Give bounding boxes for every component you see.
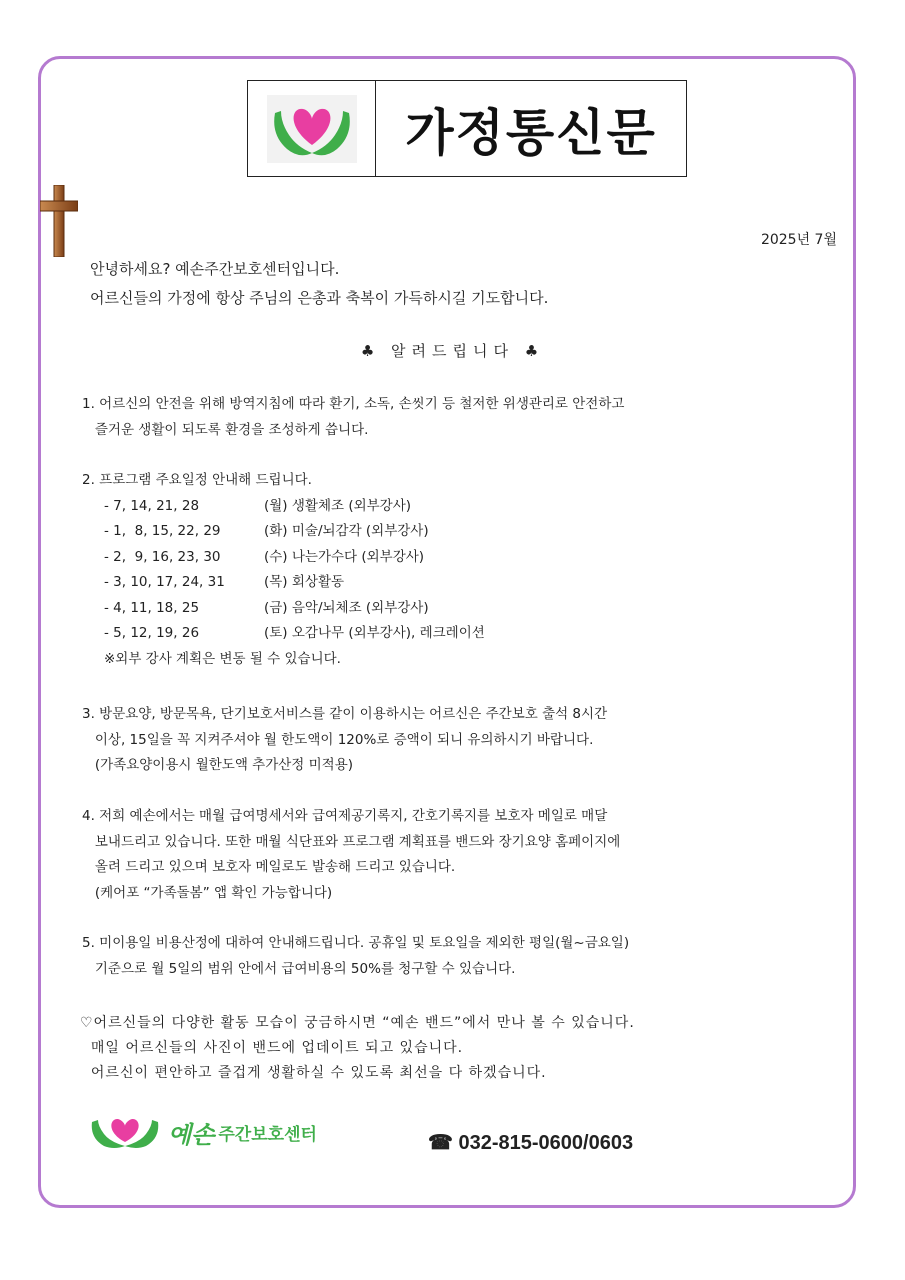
- date: 2025년 7월: [760, 232, 837, 248]
- schedule-row: - 3, 10, 17, 24, 31 (목) 회상활동: [104, 574, 345, 590]
- schedule-note: ※외부 강사 계획은 변동 될 수 있습니다.: [104, 650, 341, 667]
- schedule-row: - 5, 12, 19, 26 (토) 오감나무 (외부강사), 레크레이션: [104, 625, 485, 641]
- closing-note: ♡어르신들의 다양한 활동 모습이 궁금하시면 “예손 밴드”에서 만나 볼 수 있습니다. 매일 어르신들의 사진이 밴드에 업데이트 되고 있습니다. 어르신이 편안하고 즐겁게 생활하실 수 있도록 최선을 다 하겠습니다.: [80, 1015, 635, 1081]
- heart-hands-icon: [90, 1116, 160, 1150]
- phone-number: ☎ 032-815-0600/0603: [428, 1132, 634, 1154]
- brand-subtitle: 주간보호센터: [218, 1125, 317, 1145]
- schedule-row: - 1, 8, 15, 22, 29 (화) 미술/뇌감각 (외부강사): [104, 523, 429, 539]
- schedule-row: - 4, 11, 18, 25 (금) 음악/뇌체조 (외부강사): [104, 599, 429, 616]
- greeting-line-2: 어르신들의 가정에 항상 주님의 은총과 축복이 가득하시길 기도합니다.: [90, 289, 549, 307]
- heart-hands-logo: [248, 81, 376, 176]
- header-box: [247, 80, 687, 177]
- notice-item-3: 3. 방문요양, 방문목욕, 단기보호서비스를 같이 이용하시는 어르신은 주간보호 출석 8시간 이상, 15일을 꼭 지켜주셔야 월 한도액이 120%로 증액이 되니 유의하시기 바랍니다. (가족요양이용시 월한도액 추가산정 미적용): [82, 706, 608, 773]
- brand-name: 예손: [168, 1121, 215, 1149]
- greeting-line-1: 안녕하세요? 예손주간보호센터입니다.: [90, 260, 340, 278]
- schedule-row: - 2, 9, 16, 23, 30 (수) 나는가수다 (외부강사): [104, 548, 425, 565]
- notice-item-1: 1. 어르신의 안전을 위해 방역지침에 따라 환기, 소독, 손씻기 등 철저한 위생관리로 안전하고 즐거운 생활이 되도록 환경을 조성하게 씁니다.: [82, 396, 625, 438]
- footer-logo: [90, 1115, 317, 1150]
- notice-item-5: 5. 미이용일 비용산정에 대하여 안내해드립니다. 공휴일 및 토요일을 제외한 평일(월~금요일) 기준으로 월 5일의 범위 안에서 급여비용의 50%를 청구할 수 있습니다.: [82, 935, 630, 977]
- notice-title: ♣ 알려드립니다 ♣: [360, 342, 545, 360]
- notice-item-2: 2. 프로그램 주요일정 안내해 드립니다. - 7, 14, 21, 28 (월) 생활체조 (외부강사) - 1, 8, 15, 22, 29 (화) 미술/뇌감각 (외부강사) - 2, 9, 16, 23, 30 (수) 나는가수다 (외부강사) - 3, 10, 17, 24, 31 (목) 회상활동 - 4, 11, 18, 25 (금) 음악/뇌체조 (외부강사) - 5, 12, 19, 26 (토) 오감나무 (외부강사), 레크레이션 ※외부 강사 계획은 변동 될 수 있습니다.: [82, 468, 485, 672]
- notice-item-4: 4. 저희 예손에서는 매월 급여명세서와 급여제공기록지, 간호기록지를 보호자 메일로 매달 보내드리고 있습니다. 또한 매월 식단표와 프로그램 계획표를 밴드와 장기요양 홈페이지에 올려 드리고 있으며 보호자 메일로도 발송해 드리고 있습니다. (케어포 “가족돌봄” 앱 확인 가능합니다): [82, 808, 621, 901]
- schedule-row: - 7, 14, 21, 28 (월) 생활체조 (외부강사): [104, 497, 412, 514]
- heart-hands-icon: [267, 95, 357, 163]
- page-title: 가정통신문: [405, 103, 657, 162]
- cross-icon: [40, 185, 78, 261]
